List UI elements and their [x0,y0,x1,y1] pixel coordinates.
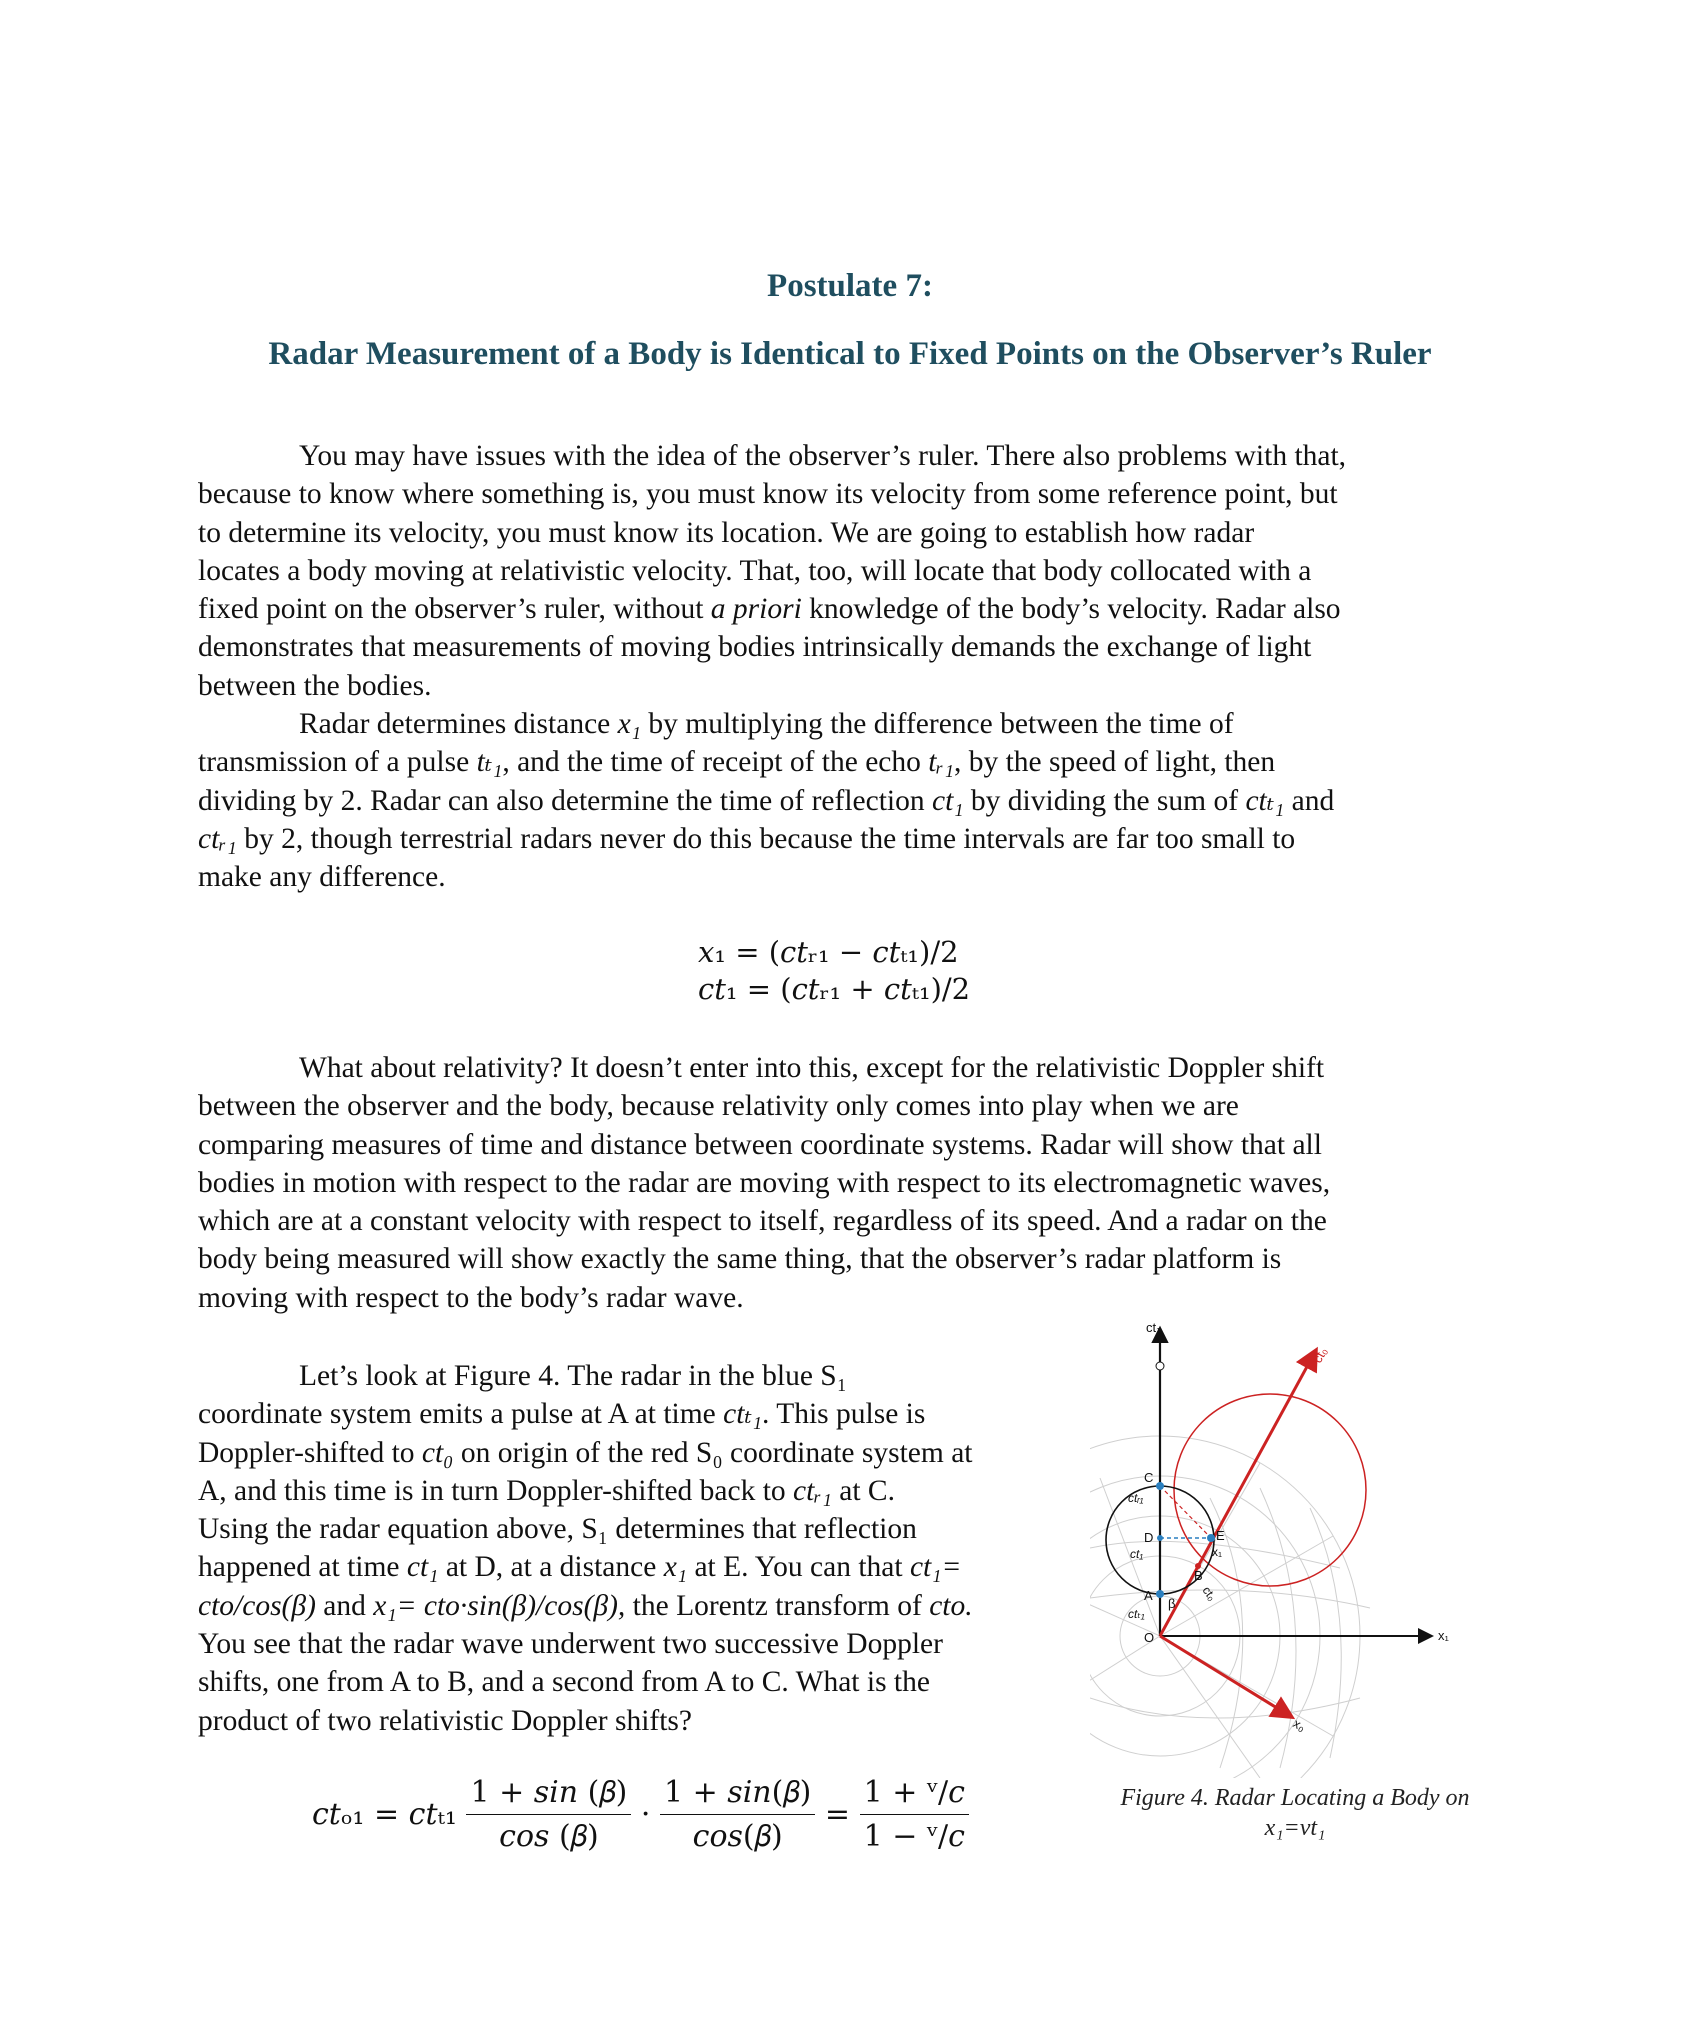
text-line [198,1548,1078,1586]
text-span: , and the time of receipt of the echo [502,746,929,779]
dashed-c-b [1160,1486,1211,1538]
text-span: by 2, though terrestrial radars never do this because the time intervals are far too small to [236,822,1296,855]
text-span: by multiplying the difference between the time of [641,708,1234,740]
label-x1-small: x₁ [1212,1545,1223,1559]
text-line [198,705,1503,743]
text-line: comparing measures of time and distance between coordinate systems. Radar will show that all [198,1128,1322,1161]
equation-x1: 𝑥₁ = (𝑐𝑡ᵣ₁ − 𝑐𝑡ₜ₁)/2 [698,935,959,969]
text-line [198,1472,1078,1510]
math-var: ctₜ₁ [723,1398,762,1431]
text-span: at D, at a distance [438,1551,664,1584]
text-span: and [1284,784,1335,817]
doppler-product-equation [312,1775,969,1854]
equation-ct1: 𝑐𝑡₁ = (𝑐𝑡ᵣ₁ + 𝑐𝑡ₜ₁)/2 [698,972,971,1006]
text-span: and [315,1589,374,1622]
text-span: at E. You can that [687,1551,910,1584]
point-c [1156,1482,1164,1490]
text-line: shifts, one from A to B, and a second from A to C. What is the [198,1666,930,1699]
text-span: coordinate system emits a pulse at A at time [198,1398,724,1431]
math-var: x₁ [617,708,641,740]
fraction-3-denominator: 1 − ᵛ/𝑐 [863,1819,965,1854]
math-var: ctᵣ₁ [198,822,237,855]
paragraph-2 [198,705,1503,896]
text-line: locates a body moving at relativistic velocity. That, too, will locate that body collocated with a [198,554,1312,587]
text-span: the Lorentz transform of [625,1589,930,1622]
text-span: , by the speed of light, then [953,746,1276,779]
math-var: x₁= cto·sin(β)/cos(β), [373,1589,626,1622]
label-b: B [1194,1568,1203,1583]
text-line [198,590,1503,628]
text-line: body being measured will show exactly the same thing, that the observer’s radar platform is [198,1243,1282,1276]
math-var: ct₀ [421,1436,454,1469]
label-ctr1: ctᵣ₁ [1128,1491,1144,1505]
text-line [198,1395,1078,1433]
math-var: cto. [929,1589,973,1622]
text-span: transmission of a pulse [198,746,477,779]
math-var: ctₜ₁ [1245,784,1285,817]
page-subtitle: Radar Measurement of a Body is Identical to Fixed Points on the Observer’s Ruler [268,336,1432,372]
label-beta: β [1168,1596,1176,1611]
math-var: tₜ₁ [476,746,503,779]
math-var: ct₁= [909,1551,962,1584]
text-line: What about relativity? It doesn’t enter into this, except for the relativistic Doppler shift [299,1052,1325,1084]
text-line: You may have issues with the idea of the observer’s ruler. There also problems with that, [299,440,1347,472]
text-span: Doppler-shifted to [198,1436,422,1469]
page-title: Postulate 7: [767,268,933,304]
text-line [198,782,1503,820]
math-var: ct₁ [932,784,964,817]
text-span: knowledge of the body’s velocity. Radar also [801,593,1341,626]
text-line: Let’s look at Figure 4. The radar in the blue S₁ [299,1360,847,1392]
fraction-1 [466,1775,631,1854]
label-ct1-axis: ct₁ [1146,1320,1161,1335]
text-span: A, and this time is in turn Doppler-shifted back to [198,1474,794,1507]
text-span: by dividing the sum of [963,784,1246,817]
text-line: make any difference. [198,861,446,894]
label-c: C [1144,1470,1154,1485]
math-var: ct₁ [406,1551,439,1584]
paragraph-3 [198,1049,1503,1317]
text-line [198,1434,1078,1472]
fraction-2-numerator: 1 + 𝑠𝑖𝑛(𝛽) [660,1775,815,1815]
fraction-2-denominator: 𝑐𝑜𝑠(𝛽) [692,1819,783,1854]
text-line: demonstrates that measurements of moving bodies intrinsically demands the exchange of light [198,631,1312,664]
italic-text: a priori [710,593,802,626]
fraction-3-numerator: 1 + ᵛ/𝑐 [860,1775,969,1815]
caption-line-2: x₁=vt₁ [1264,1815,1326,1841]
text-span: happened at time [198,1551,407,1584]
label-x1-axis: x₁ [1438,1628,1449,1643]
text-line: between the bodies. [198,669,432,702]
label-ct0-axis: ct₀ [1309,1344,1331,1366]
math-var: cto/cos(β) [198,1589,316,1622]
text-line [198,820,1503,858]
text-line: You see that the radar wave underwent two successive Doppler [198,1628,943,1661]
label-ctt1: ctₜ₁ [1128,1607,1145,1621]
text-line: which are at a constant velocity with respect to itself, regardless of its speed. And a radar on the [198,1205,1327,1238]
label-ct0-small: ct₀ [1199,1583,1220,1604]
label-o: O [1144,1630,1155,1645]
point-d [1157,1535,1163,1541]
text-line [198,1587,1078,1625]
fraction-3 [860,1775,969,1854]
text-span: Radar determines distance [299,708,618,740]
label-x0-axis: x₀ [1290,1715,1309,1735]
fraction-1-denominator: 𝑐𝑜𝑠 (𝛽) [499,1819,599,1854]
math-var: ctᵣ₁ [793,1474,832,1507]
text-span: at C. [831,1474,895,1507]
text-line: to determine its velocity, you must know its location. We are going to establish how radar [198,516,1255,549]
paragraph-1 [198,437,1503,705]
text-line: Using the radar equation above, S₁ determines that reflection [198,1513,917,1546]
text-line: bodies in motion with respect to the radar are moving with respect to its electromagnetic waves, [198,1166,1331,1199]
label-ct1: ct₁ [1130,1547,1144,1561]
text-line: product of two relativistic Doppler shifts? [198,1704,693,1737]
fraction-2 [660,1775,815,1854]
equation-lhs: 𝑐𝑡ₒ₁ = 𝑐𝑡ₜ₁ [312,1797,457,1832]
label-a: A [1144,1588,1153,1603]
math-var: tᵣ₁ [928,746,954,779]
equals-sign: = [824,1797,851,1832]
math-var: x₁ [663,1551,688,1584]
text-line: between the observer and the body, because relativity only comes into play when we are [198,1090,1239,1123]
figure-caption [1095,1783,1495,1843]
point-top [1156,1362,1164,1370]
text-line: because to know where something is, you must know its velocity from some reference point, but [198,478,1338,511]
figure-4-diagram [1090,1318,1490,1778]
text-line [198,743,1503,781]
multiply-dot: · [640,1797,651,1832]
text-span: fixed point on the observer’s ruler, without [198,593,711,626]
point-a [1156,1590,1164,1598]
x0-axis [1160,1636,1290,1716]
text-span: . This pulse is [761,1398,926,1431]
label-e: E [1216,1528,1225,1543]
paragraph-4 [198,1357,1078,1740]
point-e [1207,1534,1215,1542]
text-span: dividing by 2. Radar can also determine the time of reflection [198,784,932,817]
fraction-1-numerator: 1 + 𝑠𝑖𝑛 (𝛽) [466,1775,631,1815]
text-span: on origin of the red S₀ coordinate system at [453,1436,973,1469]
caption-line-1: Figure 4. Radar Locating a Body on [1120,1785,1470,1811]
text-line: moving with respect to the body’s radar wave. [198,1281,744,1314]
label-d: D [1144,1530,1154,1545]
